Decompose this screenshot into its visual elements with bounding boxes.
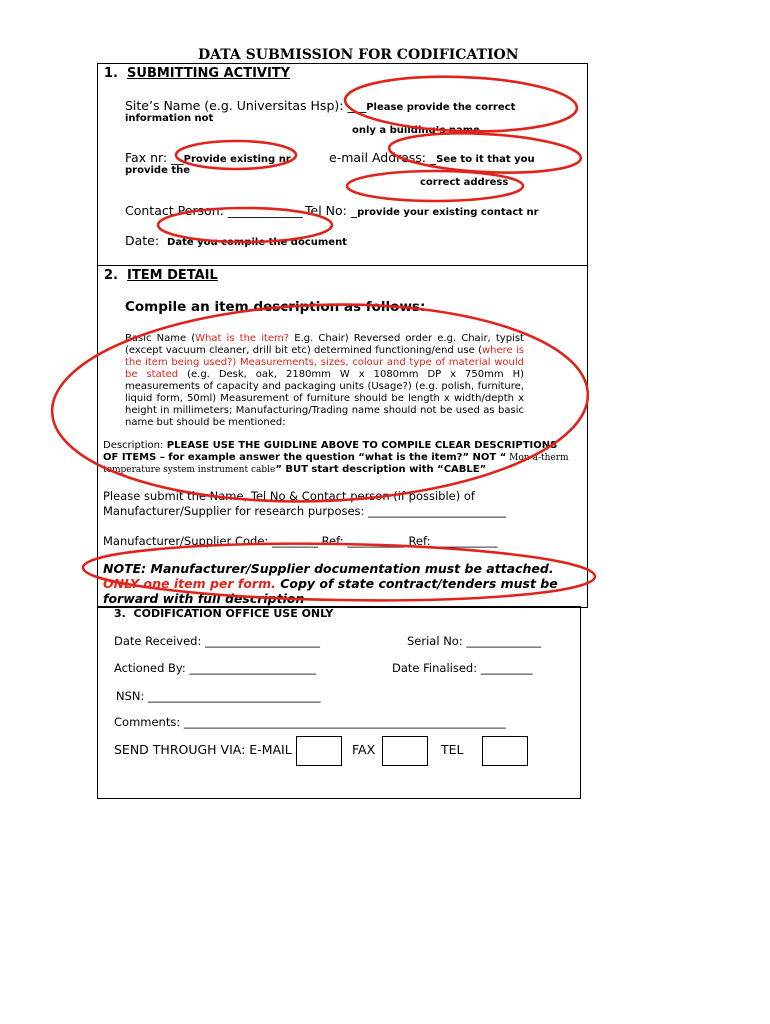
manufacturer-code-field[interactable]: Manufacturer/Supplier Code: ________ Ref: __________ Ref: ___________ [103,534,498,548]
tel-label: TEL [441,742,464,757]
date-field[interactable]: Date: Date you compile the document [125,233,347,248]
description-field[interactable]: Description: PLEASE USE THE GUIDLINE ABOVE TO COMPILE CLEAR DESCRIPTIONS OF ITEMS – for example answer the question “what is the item?” NOT “ Mon-a-therm temperature system instrument cable” BUT start description with “CABLE” [103,440,569,475]
item-description-guideline: Basic Name (What is the item? E.g. Chair) Reversed order e.g. Chair, typist (except vacuum cleaner, drill bit etc) determined functioning/end use (where is the item being used?) Measurements, sizes, colour and type of material would be stated (e.g. Desk, oak, 2180mm W x 1080mm DP x 750mm H) measurements of capacity and packaging units (Usage?) (e.g. polish, furniture, liquid form, 50ml) Measurement of furniture should be length x width/depth x height in millimeters; Manufacturing/Trading name should not be used as basic name but should be mentioned: [125,333,525,428]
serial-no-field[interactable]: Serial No: _____________ [407,634,542,648]
email-continued: correct address [420,177,509,188]
date-finalised-field[interactable]: Date Finalised: _________ [392,661,533,675]
section-2-heading: 2. ITEM DETAIL [104,268,218,283]
tel-checkbox[interactable] [482,736,528,766]
fax-field[interactable]: Fax nr: __Provide existing nr [125,150,291,165]
nsn-field[interactable]: NSN: ______________________________ [116,689,321,703]
section-3-heading: 3. CODIFICATION OFFICE USE ONLY [114,607,334,620]
section-1-heading: 1. SUBMITTING ACTIVITY [104,66,291,81]
manufacturer-research-field[interactable]: Manufacturer/Supplier for research purposes: ________________________ [103,504,507,518]
email-checkbox[interactable] [296,736,342,766]
fax-continued: provide the [125,165,191,176]
send-through-label: SEND THROUGH VIA: E-MAIL [114,742,292,757]
fax-label: FAX [352,742,376,757]
note-line-3: forward with full description [103,591,305,606]
site-name-field[interactable]: Site’s Name (e.g. Universitas Hsp): ___Please provide the correct [125,98,516,113]
site-name-continued-2: only a building’s name [352,125,480,136]
date-received-field[interactable]: Date Received: ____________________ [114,634,320,648]
tel-field[interactable]: Tel No: _provide your existing contact nr [305,203,539,218]
item-description-subheading: Compile an item description as follows: [125,299,426,315]
document-title: DATA SUBMISSION FOR CODIFICATION [198,47,519,63]
fax-checkbox[interactable] [382,736,428,766]
actioned-by-field[interactable]: Actioned By: ______________________ [114,661,316,675]
email-field[interactable]: e-mail Address: _See to it that you [329,150,535,165]
section-divider [97,265,587,266]
submit-manufacturer-text: Please submit the Name, Tel No & Contact person (if possible) of [103,489,475,503]
site-name-continued: information not [125,113,214,124]
comments-field[interactable]: Comments: ________________________________________________________ [114,715,506,729]
contact-person-field[interactable]: Contact Person: ____________ [125,203,303,218]
note-line-1: NOTE: Manufacturer/Supplier documentation must be attached. [103,561,554,576]
note-line-2: ONLY one item per form. Copy of state contract/tenders must be [103,576,558,591]
